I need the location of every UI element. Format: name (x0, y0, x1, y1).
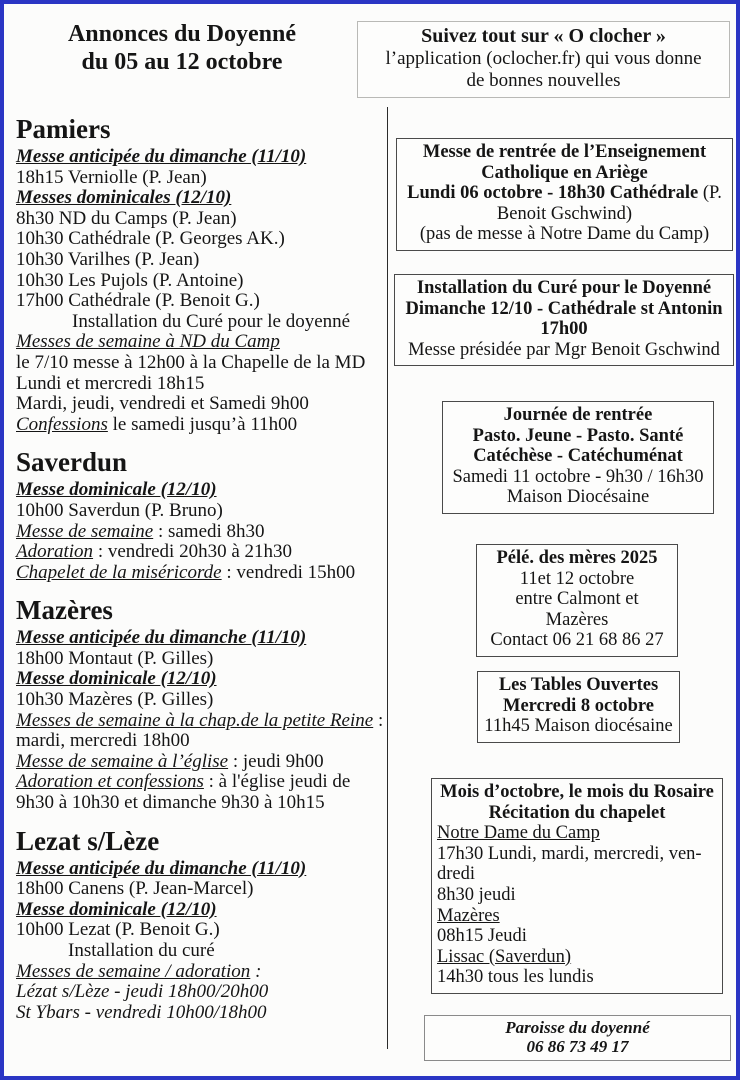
left-column (16, 114, 384, 1023)
section-title-lezat: Lezat s/Lèze (16, 825, 160, 856)
section-title-mazeres: Mazères (16, 595, 113, 626)
announcement-line: Pélé. des mères 2025 (496, 548, 658, 568)
mass-line: Lézat s/Lèze - jeudi 18h00/20h00 (16, 981, 269, 1003)
mass-line: 17h00 Cathédrale (P. Benoit G.) (16, 290, 260, 312)
subheading-line: Messe anticipée du dimanche (11/10) (16, 627, 307, 649)
place-line: Lissac (Saverdun) (437, 946, 572, 967)
mass-line: 10h30 Mazères (P. Gilles) (16, 689, 214, 711)
mass-line: Installation du Curé pour le doyenné (72, 310, 351, 332)
mass-line (16, 711, 384, 752)
announcement-line: Dimanche 12/10 - Cathédrale st Antonin (405, 298, 723, 319)
section-saverdun (16, 447, 384, 583)
announcement-line: Installation du Curé pour le Doyenné (416, 278, 712, 298)
announcement-line: Maison Diocésaine (506, 487, 650, 508)
subheading-inline: Adoration et confessions (16, 771, 204, 793)
mass-line: Installation du curé (68, 940, 215, 961)
subheading-inline: Chapelet de la miséricorde (16, 561, 222, 583)
mass-line: le 7/10 messe à 12h00 à la Chapelle de la MD (16, 351, 366, 373)
mass-line-rest: : jeudi 9h00 (228, 750, 324, 772)
contact-phone: 06 86 73 49 17 (526, 1037, 629, 1056)
announcement-line: Samedi 11 octobre - 9h30 / 16h30 (452, 466, 704, 487)
subheading-line: Messes de semaine à ND du Camp (16, 331, 280, 353)
subheading-inline: Confessions (16, 413, 108, 435)
announcement-line: Mercredi 8 octobre (502, 695, 655, 716)
subheading-line: Messe dominicale (12/10) (16, 668, 217, 690)
mass-line: 8h30 ND du Camps (P. Jean) (16, 207, 237, 229)
schedule-line: 8h30 jeudi (437, 884, 516, 905)
announcement-box-contact-paroisse (424, 1015, 731, 1061)
mass-line (16, 522, 384, 543)
mass-line: 10h30 Les Pujols (P. Antoine) (16, 269, 244, 291)
schedule-line: 08h15 Jeudi (437, 926, 527, 947)
mass-line: 10h30 Varilhes (P. Jean) (16, 248, 200, 270)
mass-line-rest: le samedi jusqu’à 11h00 (107, 413, 298, 435)
announcement-line: 11et 12 octobre (519, 568, 635, 589)
mass-line (16, 962, 384, 983)
page-title (32, 20, 332, 76)
mass-line (16, 563, 384, 584)
page-title-line1: Annonces du Doyenné (67, 21, 297, 47)
announcement-box-pele-meres (476, 544, 678, 657)
schedule-line: 17h30 Lundi, mardi, mercredi, ven-dredi (437, 843, 702, 885)
subheading-line: Messe dominicale (12/10) (16, 898, 217, 920)
subheading-inline: Messe de semaine (16, 520, 154, 542)
announcement-line: Pasto. Jeune - Pasto. Santé (472, 425, 684, 446)
mass-line: 10h00 Lezat (P. Benoit G.) (16, 919, 220, 941)
announcement-box-tables-ouvertes (477, 671, 680, 743)
mass-line: Lundi et mercredi 18h15 (16, 372, 205, 394)
announcement-line: Récitation du chapelet (488, 802, 666, 823)
announcement-line: entre Calmont et Mazères (515, 589, 639, 630)
announcement-line: Messe de rentrée de l’Enseignement (422, 142, 707, 162)
mass-line-rest: : mardi, mercredi 18h00 (16, 709, 384, 752)
header-note-line2: l’application (oclocher.fr) qui vous donne (385, 48, 702, 69)
mass-line-rest: : vendredi 20h30 à 21h30 (93, 541, 292, 563)
mass-line: 18h00 Canens (P. Jean-Marcel) (16, 878, 254, 900)
announcement-box-installation-cure (394, 274, 734, 366)
announcement-line: Les Tables Ouvertes (498, 675, 659, 695)
mass-line (16, 752, 384, 773)
section-title-saverdun: Saverdun (16, 447, 128, 478)
section-pamiers (16, 114, 384, 435)
section-lezat (16, 826, 384, 1024)
mass-line-rest: : samedi 8h30 (153, 520, 265, 542)
mass-line: Mardi, jeudi, vendredi et Samedi 9h00 (16, 393, 309, 415)
announcement-box-journee-rentree (442, 401, 714, 514)
header-note-box (357, 21, 730, 98)
rosaire-schedule-list (437, 823, 717, 988)
announcement-box-rosaire (431, 778, 723, 994)
announcement-line (402, 183, 727, 224)
header-note-line3: de bonnes nouvelles (466, 70, 621, 91)
mass-line: 18h15 Verniolle (P. Jean) (16, 166, 207, 188)
announcement-line: Catéchèse - Catéchuménat (473, 446, 683, 467)
announcement-line: Mois d’octobre, le mois du Rosaire (440, 782, 714, 802)
announcement-bold-part: Lundi 06 octobre - 18h30 Cathédrale (407, 183, 699, 204)
announcement-line: (pas de messe à Notre Dame du Camp) (419, 224, 710, 245)
schedule-line: 14h30 tous les lundis (437, 967, 594, 988)
subheading-inline: Messe de semaine à l’église (16, 750, 229, 772)
subheading-line: Messes dominicales (12/10) (16, 187, 232, 209)
subheading-inline: Adoration (16, 541, 94, 563)
announcement-line: 11h45 Maison diocésaine (484, 716, 673, 737)
mass-line: 10h30 Cathédrale (P. Georges AK.) (16, 228, 285, 250)
mass-line: 18h00 Montaut (P. Gilles) (16, 647, 214, 669)
announcement-line: 17h00 (540, 319, 588, 340)
page-title-line2: du 05 au 12 octobre (81, 49, 283, 75)
section-title-pamiers: Pamiers (16, 114, 111, 144)
mass-line-rest: : (250, 960, 262, 982)
announcement-regular-part: (P. Benoit Gschwind) (496, 183, 722, 224)
mass-line: St Ybars - vendredi 10h00/18h00 (16, 1001, 267, 1023)
contact-name: Paroisse du doyenné (505, 1018, 650, 1037)
section-mazeres (16, 595, 384, 813)
mass-line: 10h00 Saverdun (P. Bruno) (16, 499, 223, 521)
mass-line-rest: : vendredi 15h00 (221, 561, 356, 583)
header-note-title: Suivez tout sur « O clocher » (421, 25, 666, 47)
announcement-line: Journée de rentrée (503, 405, 653, 425)
mass-line-rest: : à l'église jeudi de 9h30 à 10h30 et dimanche 9h30 à 10h15 (16, 771, 351, 814)
announcement-line: Messe présidée par Mgr Benoit Gschwind (408, 339, 720, 360)
column-divider (387, 107, 388, 1049)
announcement-box-rentree-enseignement (396, 138, 733, 251)
subheading-line: Messe dominicale (12/10) (16, 479, 217, 501)
subheading-line: Messe anticipée du dimanche (11/10) (16, 146, 307, 167)
announcement-line: Catholique en Ariège (481, 162, 648, 183)
subheading-inline: Messes de semaine à la chap.de la petite Reine (16, 709, 374, 731)
subheading-line: Messe anticipée du dimanche (11/10) (16, 857, 307, 879)
subheading-inline: Messes de semaine / adoration (16, 960, 251, 982)
mass-line (16, 415, 384, 436)
place-line: Notre Dame du Camp (437, 823, 600, 844)
announcement-line: Contact 06 21 68 86 27 (490, 630, 664, 651)
mass-line (16, 542, 384, 563)
place-line: Mazères (437, 905, 500, 926)
mass-line (16, 772, 384, 813)
